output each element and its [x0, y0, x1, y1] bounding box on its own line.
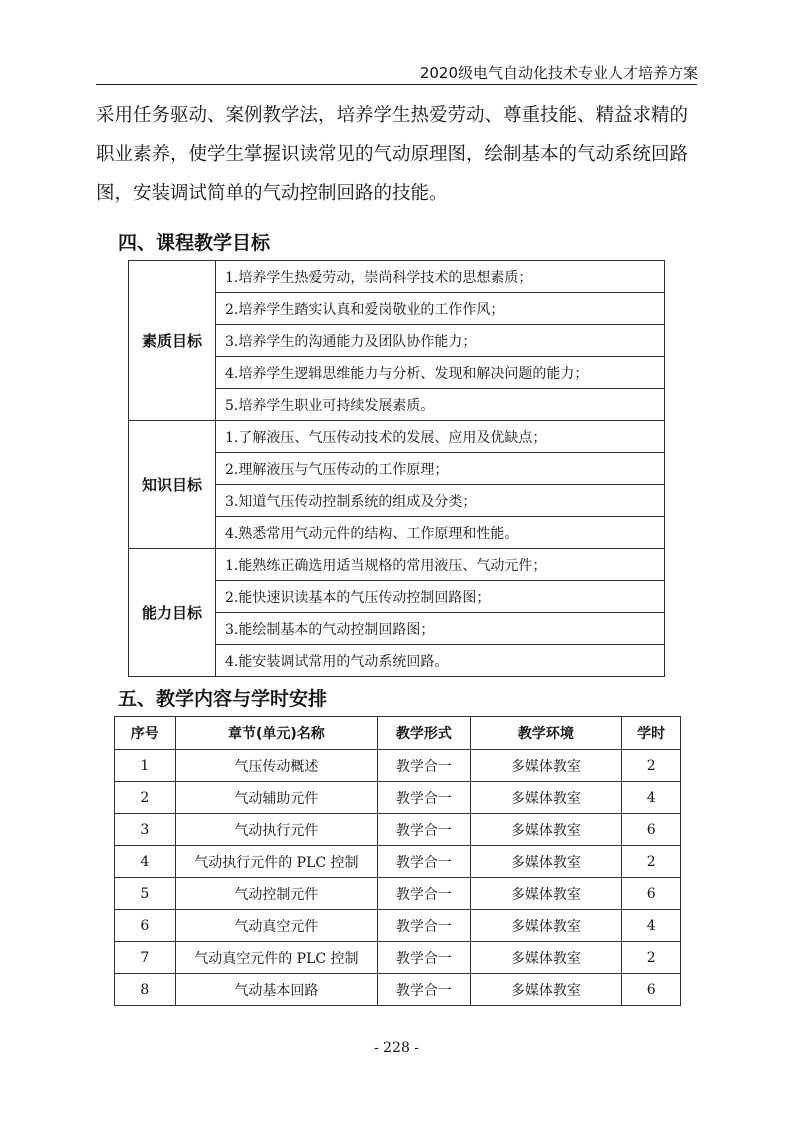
table-cell: 4	[622, 782, 681, 814]
table-cell: 气动执行元件	[175, 814, 378, 846]
goal-item: 1.培养学生热爱劳动，崇尚科学技术的思想素质；	[216, 261, 665, 293]
goal-item: 2.培养学生踏实认真和爱岗敬业的工作作风；	[216, 293, 665, 325]
table-row	[115, 782, 681, 814]
table-cell: 6	[622, 878, 681, 910]
goal-category-knowledge: 知识目标	[129, 421, 216, 549]
table-cell: 2	[622, 750, 681, 782]
intro-paragraph	[96, 96, 698, 213]
table-cell: 教学合一	[378, 846, 470, 878]
header-title: 2020级电气自动化技术专业人才培养方案	[419, 64, 698, 82]
goal-item: 5.培养学生职业可持续发展素质。	[216, 389, 665, 421]
column-header: 章节(单元)名称	[175, 717, 378, 750]
goals-table	[128, 260, 665, 677]
table-cell: 气动控制元件	[175, 878, 378, 910]
table-row	[115, 814, 681, 846]
goal-item: 1.能熟练正确选用适当规格的常用液压、气动元件；	[216, 549, 665, 581]
goal-item: 3.知道气压传动控制系统的组成及分类；	[216, 485, 665, 517]
table-cell: 3	[115, 814, 176, 846]
table-cell: 2	[115, 782, 176, 814]
table-row	[129, 549, 665, 581]
table-cell: 4	[115, 846, 176, 878]
table-cell: 多媒体教室	[470, 974, 622, 1006]
table-cell: 教学合一	[378, 974, 470, 1006]
table-cell: 多媒体教室	[470, 846, 622, 878]
intro-line: 采用任务驱动、案例教学法，培养学生热爱劳动、尊重技能、精益求精的	[96, 105, 689, 126]
goal-item: 4.能安装调试常用的气动系统回路。	[216, 645, 665, 677]
table-row	[115, 846, 681, 878]
table-row	[115, 910, 681, 942]
table-cell: 2	[622, 942, 681, 974]
goal-item: 3.培养学生的沟通能力及团队协作能力；	[216, 325, 665, 357]
table-cell: 教学合一	[378, 942, 470, 974]
column-header: 序号	[115, 717, 176, 750]
goal-item: 2.能快速识读基本的气压传动控制回路图；	[216, 581, 665, 613]
table-cell: 气动基本回路	[175, 974, 378, 1006]
schedule-table	[114, 716, 681, 1006]
table-cell: 6	[622, 814, 681, 846]
table-cell: 教学合一	[378, 878, 470, 910]
table-row	[115, 942, 681, 974]
table-cell: 气动真空元件	[175, 910, 378, 942]
intro-line: 图，安装调试简单的气动控制回路的技能。	[96, 183, 448, 204]
table-cell: 5	[115, 878, 176, 910]
table-row	[115, 878, 681, 910]
table-header-row	[115, 717, 681, 750]
table-cell: 多媒体教室	[470, 942, 622, 974]
table-cell: 多媒体教室	[470, 750, 622, 782]
goal-item: 1.了解液压、气压传动技术的发展、应用及优缺点；	[216, 421, 665, 453]
table-cell: 多媒体教室	[470, 814, 622, 846]
goal-category-quality: 素质目标	[129, 261, 216, 421]
table-cell: 8	[115, 974, 176, 1006]
table-cell: 气动执行元件的 PLC 控制	[175, 846, 378, 878]
goal-item: 3.能绘制基本的气动控制回路图；	[216, 613, 665, 645]
table-cell: 教学合一	[378, 910, 470, 942]
table-cell: 气动辅助元件	[175, 782, 378, 814]
table-cell: 气动真空元件的 PLC 控制	[175, 942, 378, 974]
table-cell: 6	[622, 974, 681, 1006]
goal-item: 2.理解液压与气压传动的工作原理；	[216, 453, 665, 485]
goal-item: 4.熟悉常用气动元件的结构、工作原理和性能。	[216, 517, 665, 549]
header-rule	[96, 84, 697, 85]
goal-item: 4.培养学生逻辑思维能力与分析、发现和解决问题的能力；	[216, 357, 665, 389]
table-cell: 7	[115, 942, 176, 974]
table-cell: 教学合一	[378, 750, 470, 782]
table-cell: 4	[622, 910, 681, 942]
goal-category-ability: 能力目标	[129, 549, 216, 677]
table-row	[115, 750, 681, 782]
table-cell: 2	[622, 846, 681, 878]
section-5-heading: 五、教学内容与学时安排	[118, 688, 328, 710]
intro-line: 职业素养，使学生掌握识读常见的气动原理图，绘制基本的气动系统回路	[96, 144, 689, 165]
table-cell: 多媒体教室	[470, 878, 622, 910]
table-row	[129, 421, 665, 453]
table-row	[129, 261, 665, 293]
column-header: 教学环境	[470, 717, 622, 750]
table-row	[115, 974, 681, 1006]
table-cell: 1	[115, 750, 176, 782]
table-cell: 气压传动概述	[175, 750, 378, 782]
table-cell: 教学合一	[378, 814, 470, 846]
table-cell: 教学合一	[378, 782, 470, 814]
page-number: - 228 -	[373, 1040, 420, 1056]
table-cell: 多媒体教室	[470, 910, 622, 942]
section-4-heading: 四、课程教学目标	[118, 232, 271, 254]
table-cell: 多媒体教室	[470, 782, 622, 814]
table-cell: 6	[115, 910, 176, 942]
column-header: 学时	[622, 717, 681, 750]
column-header: 教学形式	[378, 717, 470, 750]
